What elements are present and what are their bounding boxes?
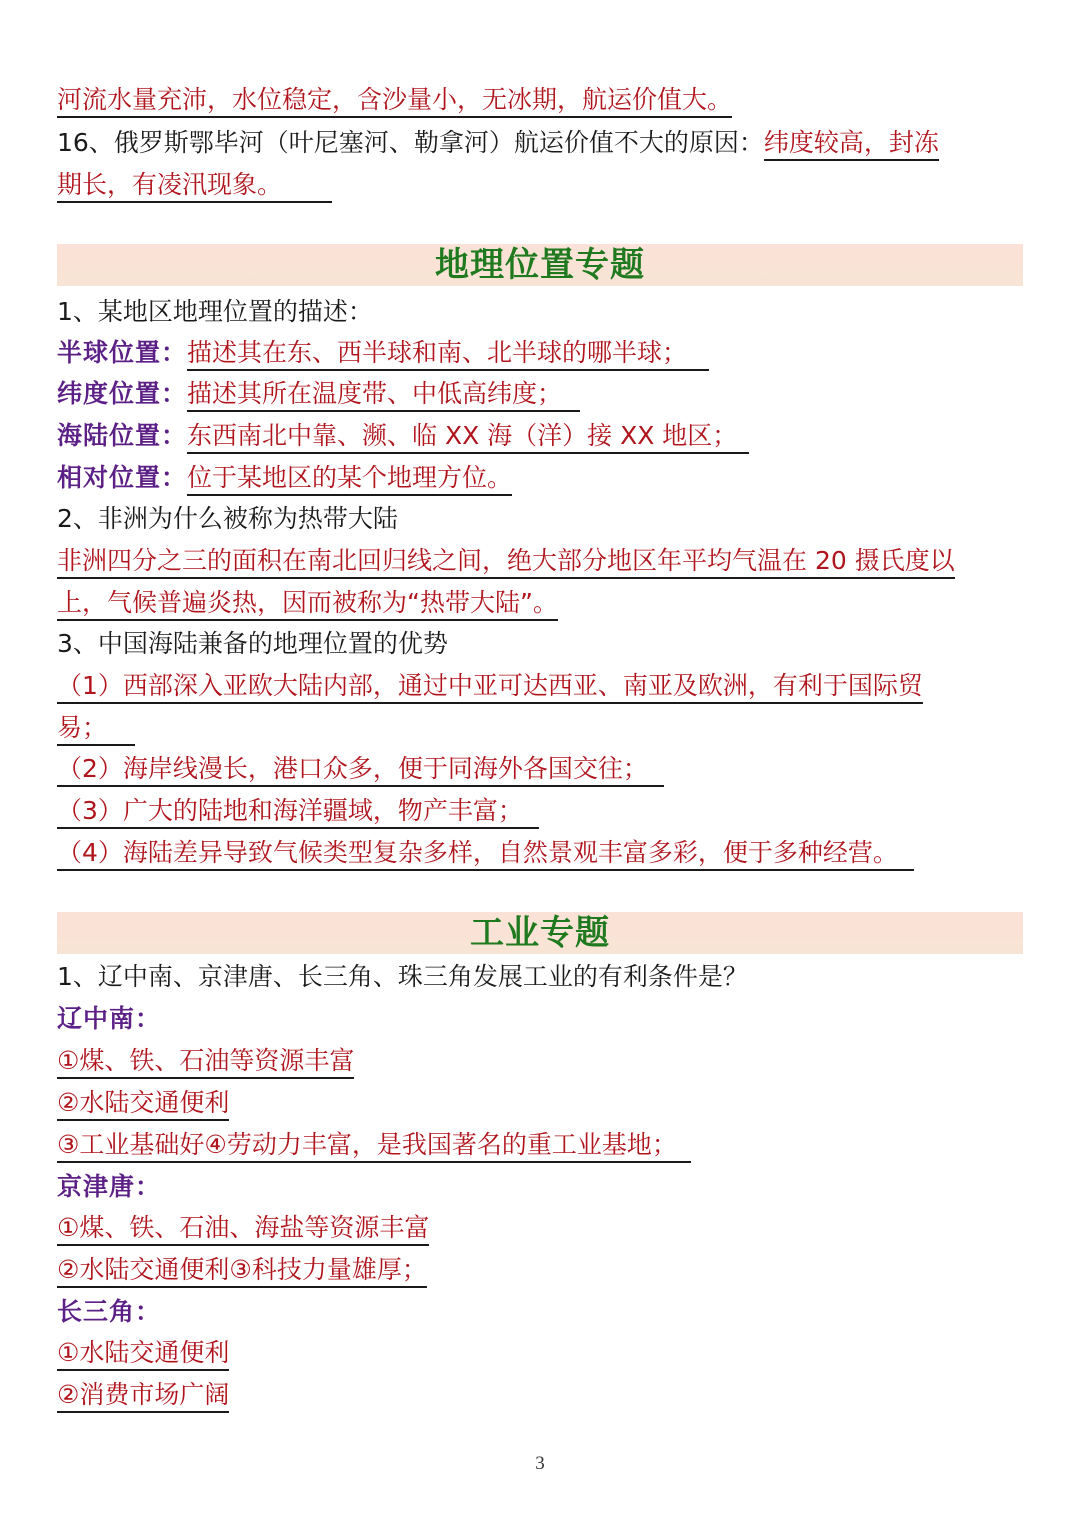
answer-text: 上，气候普遍炎热，因而被称为“热带大陆”。 <box>57 588 558 621</box>
condition-text: ②水陆交通便利③科技力量雄厚； <box>57 1255 427 1288</box>
advantage-item <box>57 707 135 749</box>
condition-text: ③工业基础好④劳动力丰富，是我国著名的重工业基地； <box>57 1130 691 1163</box>
item-label: 相对位置： <box>57 463 188 492</box>
answer-text: （4）海陆差异导致气候类型复杂多样，自然景观丰富多彩，便于多种经营。 <box>57 838 914 871</box>
answer-text: 纬度较高，封冻 <box>764 128 939 161</box>
region-condition <box>57 1124 691 1166</box>
region-label <box>57 998 161 1040</box>
region-name: 京津唐： <box>57 1172 162 1201</box>
question-16 <box>57 122 939 164</box>
section-title: 工业专题 <box>470 913 610 953</box>
question-text: 2、非洲为什么被称为热带大陆 <box>57 504 398 533</box>
answer-text: 易； <box>57 713 135 746</box>
question-text: 3、中国海陆兼备的地理位置的优势 <box>57 629 448 658</box>
location-item <box>57 373 580 415</box>
section-title: 地理位置专题 <box>435 245 645 285</box>
item-text: 描述其在东、西半球和南、北半球的哪半球； <box>187 338 709 371</box>
condition-text: ①煤、铁、石油、海盐等资源丰富 <box>57 1213 429 1246</box>
item-label: 海陆位置： <box>57 421 188 450</box>
answer-text: 非洲四分之三的面积在南北回归线之间，绝大部分地区年平均气温在 20 摄氏度以 <box>57 546 955 579</box>
region-condition <box>57 1332 229 1374</box>
location-item <box>57 332 709 374</box>
continued-answer-line <box>57 79 732 121</box>
region-label <box>57 1166 161 1208</box>
item-text: 东西南北中靠、濒、临 XX 海（洋）接 XX 地区； <box>187 421 749 454</box>
answer-text: （1）西部深入亚欧大陆内部，通过中亚可达西亚、南亚及欧洲，有利于国际贸 <box>57 671 923 704</box>
question-16-answer-cont <box>57 164 332 206</box>
region-condition <box>57 1249 427 1291</box>
question-text: 1、辽中南、京津唐、长三角、珠三角发展工业的有利条件是？ <box>57 962 748 991</box>
condition-text: ②消费市场广阔 <box>57 1380 229 1413</box>
question-2-answer-cont <box>57 582 558 624</box>
location-item <box>57 457 512 499</box>
answer-text: （3）广大的陆地和海洋疆域，物产丰富； <box>57 796 539 829</box>
condition-text: ②水陆交通便利 <box>57 1088 229 1121</box>
region-condition <box>57 1207 429 1249</box>
section1-question-1 <box>57 291 373 333</box>
answer-text: （2）海岸线漫长，港口众多，便于同海外各国交往； <box>57 754 664 787</box>
question-text: 1、某地区地理位置的描述： <box>57 297 373 326</box>
advantage-item <box>57 832 914 874</box>
advantage-item <box>57 790 539 832</box>
region-condition <box>57 1082 229 1124</box>
region-label <box>57 1291 161 1333</box>
condition-text: ①水陆交通便利 <box>57 1338 229 1371</box>
item-label: 半球位置： <box>57 338 188 367</box>
item-text: 位于某地区的某个地理方位。 <box>187 463 512 496</box>
region-condition <box>57 1040 354 1082</box>
question-text: 16、俄罗斯鄂毕河（叶尼塞河、勒拿河）航运价值不大的原因： <box>57 128 764 157</box>
section-banner-geo-location <box>57 244 1023 286</box>
region-condition <box>57 1374 229 1416</box>
section-banner-industry <box>57 912 1023 954</box>
section1-question-2 <box>57 498 398 540</box>
region-name: 辽中南： <box>57 1004 162 1033</box>
section1-question-3 <box>57 623 448 665</box>
page-number: 3 <box>535 1453 545 1474</box>
location-item <box>57 415 749 457</box>
answer-text: 期长，有凌汛现象。 <box>57 170 332 203</box>
region-name: 长三角： <box>57 1297 162 1326</box>
question-2-answer <box>57 540 955 582</box>
advantage-item <box>57 665 923 707</box>
answer-text: 河流水量充沛，水位稳定，含沙量小，无冰期，航运价值大。 <box>57 85 732 118</box>
item-label: 纬度位置： <box>57 379 188 408</box>
section2-question-1 <box>57 956 748 998</box>
condition-text: ①煤、铁、石油等资源丰富 <box>57 1046 354 1079</box>
item-text: 描述其所在温度带、中低高纬度； <box>187 379 580 412</box>
advantage-item <box>57 748 664 790</box>
